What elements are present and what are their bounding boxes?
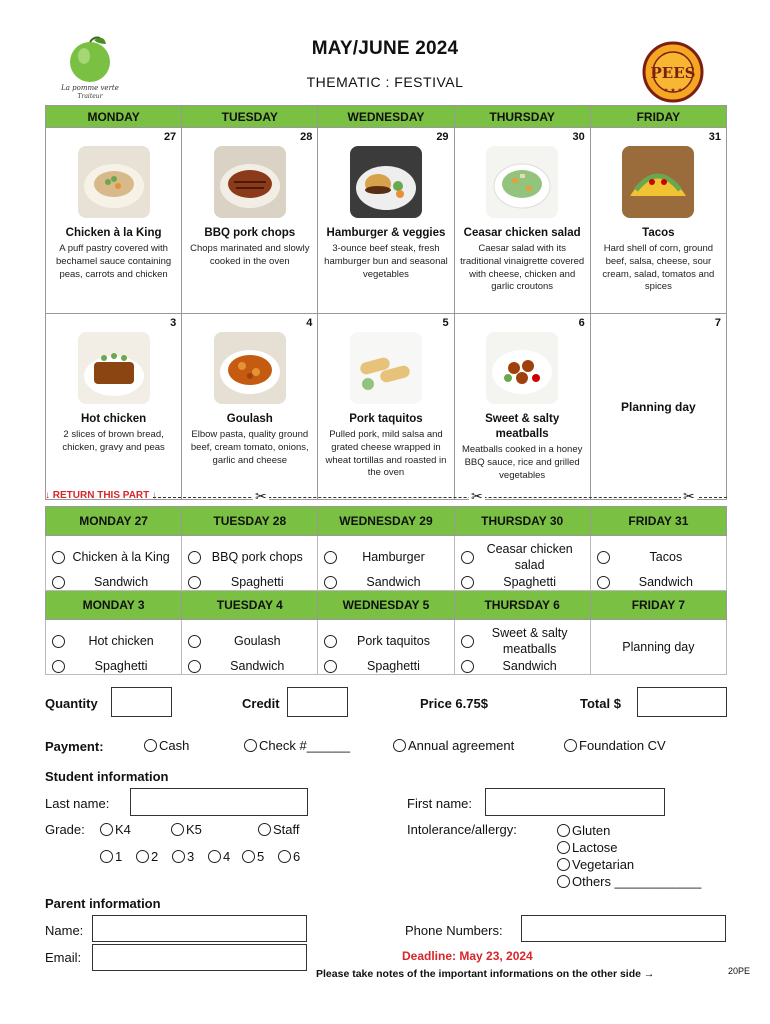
dish-name: Hamburger & veggies: [326, 227, 446, 239]
pork-chops-image: [214, 146, 286, 218]
meal-option-label: Pork taquitos: [356, 633, 430, 648]
grade-number-label: 5: [257, 849, 265, 864]
menu-cell: [318, 314, 454, 500]
radio-button[interactable]: [324, 551, 337, 564]
planning-day-cell: Planning day: [622, 640, 695, 654]
radio-button[interactable]: [244, 739, 257, 752]
meatballs-image: [486, 332, 558, 404]
dish-description: Pulled pork, mild salsa and grated cheese wrapped in wheat tortillas and roasted in the oven: [325, 428, 447, 479]
grade-number-label: 2: [151, 849, 159, 864]
alt-option[interactable]: [461, 572, 586, 592]
grade-number-label: 3: [187, 849, 195, 864]
grade-option-6[interactable]: [278, 849, 300, 864]
grade-option-label: Staff: [273, 822, 300, 837]
total-field[interactable]: [637, 687, 727, 717]
meal-option-label: Ceasar chicken salad: [486, 541, 573, 572]
payment-option-label: Annual agreement: [408, 738, 515, 753]
menu-cell: [454, 314, 590, 500]
dish-name: Chicken à la King: [65, 227, 162, 239]
form-code: 20PE: [728, 966, 751, 976]
dish-description: 2 slices of brown bread, chicken, gravy and peas: [62, 428, 165, 453]
menu-cell: [318, 128, 454, 314]
radio-button[interactable]: [100, 850, 113, 863]
credit-label: Credit: [242, 696, 280, 711]
return-this-part-label: ↓ RETURN THIS PART ↓: [45, 490, 158, 501]
order-header: FRIDAY 7: [590, 591, 726, 620]
order-cell: [590, 620, 726, 675]
alt-option-label: Spaghetti: [367, 658, 420, 673]
radio-button[interactable]: [461, 551, 474, 564]
radio-button[interactable]: [597, 551, 610, 564]
menu-cell: [590, 314, 726, 500]
radio-button[interactable]: [100, 823, 113, 836]
payment-option-cash[interactable]: [144, 738, 189, 753]
grade-number-label: 6: [293, 849, 301, 864]
day-number: 29: [436, 131, 449, 143]
meal-option[interactable]: [461, 622, 586, 660]
day-header-monday: MONDAY: [46, 106, 182, 128]
day-number: 27: [163, 131, 177, 143]
radio-button[interactable]: [188, 551, 201, 564]
alt-option[interactable]: [597, 572, 722, 592]
allergy-option-label: Others ____________: [572, 874, 702, 889]
dish-name: BBQ pork chops: [204, 227, 296, 239]
dish-description: Elbow pasta, quality ground beef, cream tomato, onions, garlic and cheese: [190, 428, 309, 466]
radio-button[interactable]: [557, 841, 570, 854]
meal-option[interactable]: [52, 538, 177, 576]
order-cell: [590, 536, 726, 591]
phone-label: Phone Numbers:: [405, 923, 503, 938]
payment-option-annual[interactable]: [393, 738, 514, 753]
svg-text:Traiteur: Traiteur: [77, 93, 103, 100]
hamburger-image: [350, 146, 422, 218]
student-info-heading: Student information: [45, 769, 169, 784]
alt-option-label: Spaghetti: [503, 574, 557, 589]
order-cell: [318, 620, 454, 675]
allergy-option-label: Lactose: [572, 840, 618, 855]
alt-option[interactable]: [188, 572, 313, 592]
parent-name-label: Name:: [45, 923, 84, 938]
order-header: WEDNESDAY 29: [318, 507, 454, 536]
parent-info-heading: Parent information: [45, 896, 161, 911]
radio-button[interactable]: [278, 850, 291, 863]
payment-option-label: Check #______: [259, 738, 351, 753]
meal-option-label: Goulash: [234, 633, 281, 648]
day-number: 28: [300, 131, 313, 143]
radio-button[interactable]: [461, 576, 474, 589]
menu-week-2: [46, 314, 727, 500]
dish-description: Chops marinated and slowly cooked in the oven: [190, 242, 310, 267]
chicken-vol-au-vent-image: [78, 146, 150, 218]
day-header-thursday: THURSDAY: [454, 106, 590, 128]
taquitos-image: [350, 332, 422, 404]
order-cell: [454, 536, 590, 591]
radio-button[interactable]: [597, 576, 610, 589]
deadline-text: Deadline: May 23, 2024: [402, 949, 533, 963]
intolerance-label: Intolerance/allergy:: [407, 822, 517, 837]
parent-name-field[interactable]: [92, 915, 307, 942]
meal-option-label: BBQ pork chops: [211, 549, 303, 564]
meal-option[interactable]: [188, 622, 313, 660]
radio-button[interactable]: [136, 850, 149, 863]
dish-name: Sweet & salty meatballs: [485, 413, 560, 440]
page-subtitle: THEMATIC : FESTIVAL: [306, 74, 464, 90]
radio-button[interactable]: [564, 739, 577, 752]
scissors-icon: ✂: [471, 488, 483, 504]
scissors-icon: ✂: [683, 488, 695, 504]
day-number: 30: [572, 131, 585, 143]
order-form-table: [45, 506, 727, 675]
allergy-option-vegetarian[interactable]: [557, 857, 634, 872]
menu-cell: [454, 128, 590, 314]
svg-text:★ ★ ★: ★ ★ ★: [663, 88, 683, 94]
day-number: 3: [170, 317, 177, 329]
grade-option-5[interactable]: [242, 849, 264, 864]
day-number: 7: [714, 317, 721, 329]
grade-number-label: 1: [115, 849, 123, 864]
allergy-option-gluten[interactable]: [557, 823, 610, 838]
price-label: Price 6.75$: [420, 696, 488, 711]
dish-description: Caesar salad with its traditional vinaigrette covered with cheese, chicken and garlic croutons: [460, 242, 585, 293]
last-name-label: Last name:: [45, 796, 110, 811]
header: [0, 0, 770, 100]
menu-week-1: [46, 128, 727, 314]
menu-cell: [46, 128, 182, 314]
order-cell: [182, 620, 318, 675]
day-header-tuesday: TUESDAY: [182, 106, 318, 128]
grade-option-k5[interactable]: [171, 822, 202, 837]
alt-option-label: Spaghetti: [94, 658, 148, 673]
grade-label: Grade:: [45, 822, 85, 837]
last-name-field[interactable]: [130, 788, 308, 816]
meal-option[interactable]: [461, 538, 586, 576]
first-name-label: First name:: [407, 796, 473, 811]
grade-option-3[interactable]: [172, 849, 194, 864]
radio-button[interactable]: [557, 858, 570, 871]
day-number: 31: [708, 131, 721, 143]
alt-option[interactable]: [52, 656, 177, 676]
tacos-image: [622, 146, 694, 218]
meal-option[interactable]: [324, 622, 449, 660]
page-title: MAY/JUNE 2024: [311, 38, 459, 59]
radio-button[interactable]: [52, 551, 65, 564]
day-number: 6: [578, 317, 585, 329]
scissors-icon: ✂: [255, 488, 267, 504]
payment-option-check[interactable]: [244, 738, 350, 753]
meal-option-label: Chicken à la King: [72, 549, 170, 564]
weekly-menu-table: [45, 105, 727, 500]
menu-cell: [182, 314, 318, 500]
alt-option-label: Sandwich: [502, 658, 557, 673]
allergy-option-lactose[interactable]: [557, 840, 618, 855]
hot-chicken-image: [78, 332, 150, 404]
radio-button[interactable]: [188, 635, 201, 648]
alt-option[interactable]: [324, 656, 449, 676]
payment-option-label: Foundation CV: [579, 738, 666, 753]
payment-option-label: Cash: [159, 738, 190, 753]
dashed-divider: [153, 497, 727, 498]
order-header: WEDNESDAY 5: [318, 591, 454, 620]
meal-option-label: Tacos: [649, 549, 683, 564]
allergy-option-others[interactable]: [557, 874, 701, 889]
radio-button[interactable]: [258, 823, 271, 836]
radio-button[interactable]: [188, 660, 201, 673]
order-cell: [182, 536, 318, 591]
alt-option[interactable]: [324, 572, 449, 592]
alt-option-label: Spaghetti: [230, 574, 284, 589]
alt-option[interactable]: [188, 656, 313, 676]
dish-name: Goulash: [226, 413, 273, 425]
svg-text:PEES: PEES: [650, 64, 696, 82]
alt-option-label: Sandwich: [638, 574, 693, 589]
dish-description: A puff pastry covered with bechamel sauce containing peas, carrots and chicken: [56, 242, 172, 280]
radio-button[interactable]: [461, 635, 474, 648]
radio-button[interactable]: [52, 635, 65, 648]
day-number: 5: [442, 317, 449, 329]
order-cell: [454, 620, 590, 675]
grade-option-1[interactable]: [100, 849, 122, 864]
order-header: TUESDAY 4: [182, 591, 318, 620]
payment-label: Payment:: [45, 739, 104, 754]
cut-line: [45, 489, 727, 505]
phone-field[interactable]: [521, 915, 726, 942]
radio-button[interactable]: [52, 660, 65, 673]
order-cell: [46, 536, 182, 591]
day-number: 4: [306, 317, 313, 329]
caesar-salad-image: [486, 146, 558, 218]
grade-number-label: 4: [223, 849, 231, 864]
meal-option-label: Hamburger: [362, 549, 425, 564]
grade-option-label: K4: [115, 822, 131, 837]
dish-description: 3-ounce beef steak, fresh hamburger bun and seasonal vegetables: [324, 242, 448, 280]
dish-name: Tacos: [642, 227, 675, 239]
dish-name: Ceasar chicken salad: [463, 227, 581, 239]
grade-option-2[interactable]: [136, 849, 158, 864]
dish-description: Hard shell of corn, ground beef, salsa, cheese, sour cream, salad, tomatos and spices: [602, 242, 715, 293]
allergy-option-label: Vegetarian: [572, 857, 635, 872]
alt-option[interactable]: [461, 656, 586, 676]
meal-option[interactable]: [324, 538, 449, 576]
quantity-label: Quantity: [45, 696, 98, 711]
alt-option-label: Sandwich: [93, 574, 149, 589]
total-label: Total $: [580, 696, 621, 711]
day-header-wednesday: WEDNESDAY: [318, 106, 454, 128]
radio-button[interactable]: [557, 824, 570, 837]
radio-button[interactable]: [171, 823, 184, 836]
radio-button[interactable]: [324, 576, 337, 589]
menu-cell: [590, 128, 726, 314]
email-label: Email:: [45, 950, 82, 965]
meal-option-label: Hot chicken: [88, 633, 154, 648]
radio-button[interactable]: [144, 739, 157, 752]
svg-text:La pomme verte: La pomme verte: [61, 84, 119, 92]
radio-button[interactable]: [324, 660, 337, 673]
allergy-option-label: Gluten: [572, 823, 611, 838]
credit-field[interactable]: [287, 687, 348, 717]
payment-option-foundation[interactable]: [564, 738, 666, 753]
quantity-field[interactable]: [111, 687, 172, 717]
order-header: THURSDAY 6: [454, 591, 590, 620]
menu-cell: [182, 128, 318, 314]
email-field[interactable]: [92, 944, 307, 971]
order-header: THURSDAY 30: [454, 507, 590, 536]
order-cell: [318, 536, 454, 591]
dish-name: Hot chicken: [81, 413, 147, 425]
dish-name: Pork taquitos: [349, 413, 423, 425]
alt-option-label: Sandwich: [366, 574, 421, 589]
day-header-friday: FRIDAY: [590, 106, 726, 128]
order-header: MONDAY 27: [46, 507, 182, 536]
alt-option[interactable]: [52, 572, 177, 592]
radio-button[interactable]: [208, 850, 221, 863]
grade-option-label: K5: [186, 822, 202, 837]
radio-button[interactable]: [393, 739, 406, 752]
alt-option-label: Sandwich: [230, 658, 285, 673]
radio-button[interactable]: [242, 850, 255, 863]
grade-option-staff[interactable]: [258, 822, 300, 837]
radio-button[interactable]: [188, 576, 201, 589]
radio-button[interactable]: [557, 875, 570, 888]
grade-option-k4[interactable]: [100, 822, 131, 837]
radio-button[interactable]: [52, 576, 65, 589]
meal-option[interactable]: [52, 622, 177, 660]
planning-day-label: Planning day: [621, 400, 696, 414]
radio-button[interactable]: [324, 635, 337, 648]
goulash-image: [214, 332, 286, 404]
meal-option[interactable]: [597, 538, 722, 576]
order-header: FRIDAY 31: [590, 507, 726, 536]
dish-description: Meatballs cooked in a honey BBQ sauce, rice and grilled vegetables: [461, 443, 583, 481]
first-name-field[interactable]: [485, 788, 665, 816]
radio-button[interactable]: [461, 660, 474, 673]
pees-seal-logo-icon: [636, 40, 710, 104]
order-cell: [46, 620, 182, 675]
order-header: MONDAY 3: [46, 591, 182, 620]
grade-option-4[interactable]: [208, 849, 230, 864]
other-side-note: Please take notes of the important informations on the other side →: [316, 968, 655, 980]
meal-option-label: Sweet & salty meatballs: [491, 625, 568, 656]
menu-cell: [46, 314, 182, 500]
order-header: TUESDAY 28: [182, 507, 318, 536]
meal-option[interactable]: [188, 538, 313, 576]
radio-button[interactable]: [172, 850, 185, 863]
